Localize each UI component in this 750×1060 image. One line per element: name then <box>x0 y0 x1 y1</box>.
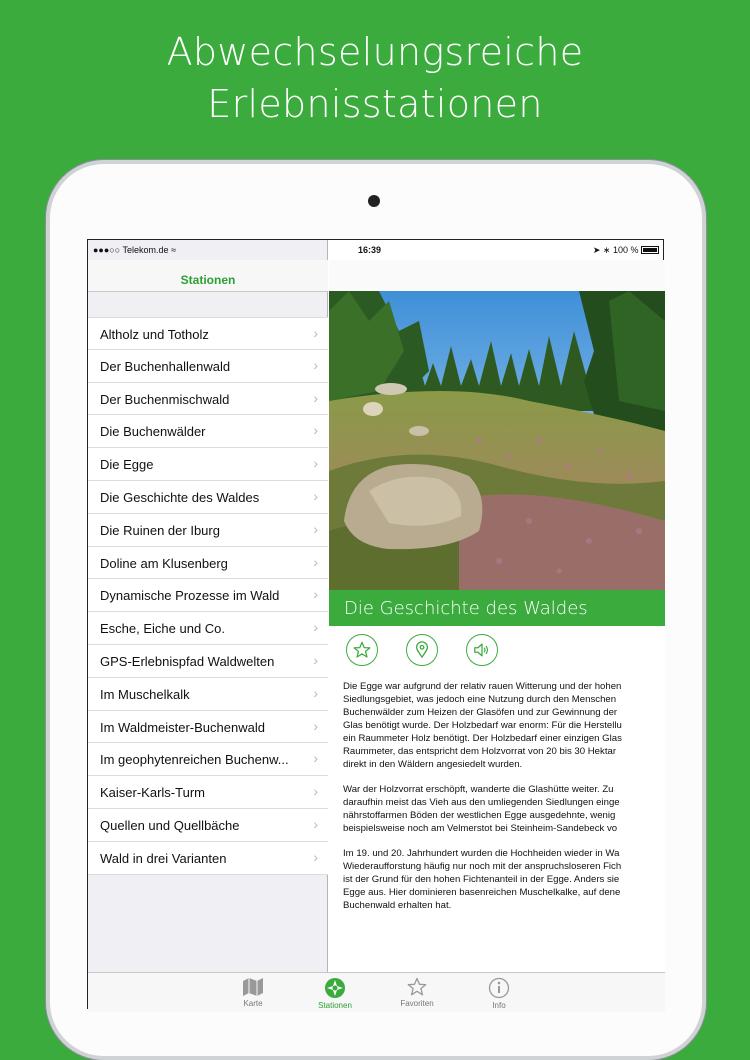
tab-stationen-label: Stationen <box>318 1001 352 1010</box>
chevron-right-icon: › <box>313 651 318 668</box>
station-list-item[interactable] <box>88 317 328 350</box>
station-list-item[interactable] <box>88 350 328 383</box>
detail-nav-bar <box>329 260 665 292</box>
master-pane <box>88 240 328 1010</box>
station-list-item-label: Die Geschichte des Waldes <box>100 489 260 505</box>
station-list-item-label: Wald in drei Varianten <box>100 850 227 866</box>
chevron-right-icon: › <box>313 783 318 800</box>
chevron-right-icon: › <box>313 815 318 832</box>
description-line: War der Holzvorrat erschöpft, wanderte die Glashütte weiter. Zu <box>343 784 614 795</box>
station-list-item-label: Esche, Eiche und Co. <box>100 621 226 637</box>
promo-headline-line1: Abwechselungsreiche <box>166 30 584 74</box>
station-list-item-label: Doline am Klusenberg <box>100 555 228 571</box>
station-list-item[interactable] <box>88 645 328 678</box>
chevron-right-icon: › <box>313 520 318 537</box>
description-line: Raummeter, das entspricht dem Holzvorrat von 20 bis 30 Hektar <box>343 746 617 757</box>
master-title: Stationen <box>180 273 236 287</box>
station-list-item[interactable] <box>88 579 328 612</box>
camera-dot <box>368 195 380 207</box>
description-line: direkt in den Wäldern angesiedelt wurden. <box>343 759 523 770</box>
chevron-right-icon: › <box>313 717 318 734</box>
action-row <box>329 634 665 670</box>
stations-icon <box>324 977 346 999</box>
description-line: daraufhin meist das Vieh aus den umliegenden Siedlungen einge <box>343 797 620 808</box>
chevron-right-icon: › <box>313 455 318 472</box>
bluetooth-icon: ∗ <box>602 245 611 255</box>
station-list-item-label: Kaiser-Karls-Turm <box>100 785 205 801</box>
tab-favoriten-label: Favoriten <box>400 999 434 1008</box>
star-icon <box>353 641 371 659</box>
stations-list <box>88 317 328 875</box>
station-list-item[interactable] <box>88 547 328 580</box>
chevron-right-icon: › <box>313 684 318 701</box>
chevron-right-icon: › <box>313 553 318 570</box>
station-list-item-label: GPS-Erlebnispfad Waldwelten <box>100 653 275 669</box>
ipad-screen <box>87 239 664 1009</box>
tab-info[interactable] <box>469 977 529 1010</box>
description-line: Wiederaufforstung häufig nur noch mit der anspruchsloseren Fich <box>343 861 622 872</box>
station-list-item[interactable] <box>88 383 328 416</box>
chevron-right-icon: › <box>313 750 318 767</box>
description-paragraph-3 <box>343 847 673 912</box>
promo-headline <box>0 26 750 130</box>
chevron-right-icon: › <box>313 848 318 865</box>
station-list-item[interactable] <box>88 743 328 776</box>
favorite-button[interactable] <box>346 634 378 666</box>
promo-headline-line2: Erlebnisstationen <box>207 82 543 126</box>
description-line: Die Egge war aufgrund der relativ rauen Witterung und der hohen <box>343 681 622 692</box>
description-line: Im 19. und 20. Jahrhundert wurden die Hochheiden wieder in Wa <box>343 848 620 859</box>
station-title-bar <box>329 590 665 626</box>
description-line: beispielsweise noch am Velmerstot bei Steinheim-Sandebeck vo <box>343 823 618 834</box>
description-paragraph-1 <box>343 680 673 771</box>
station-list-item-label: Die Egge <box>100 457 154 473</box>
map-pin-icon <box>413 641 431 659</box>
chevron-right-icon: › <box>313 389 318 406</box>
chevron-right-icon: › <box>313 356 318 373</box>
status-time: 16:39 <box>358 245 382 255</box>
info-icon <box>488 977 510 999</box>
description-paragraph-2 <box>343 783 673 835</box>
station-list-item[interactable] <box>88 612 328 645</box>
chevron-right-icon: › <box>313 487 318 504</box>
station-list-item[interactable] <box>88 514 328 547</box>
master-nav-bar <box>88 260 328 292</box>
station-list-item[interactable] <box>88 809 328 842</box>
station-list-item-label: Der Buchenmischwald <box>100 391 230 407</box>
station-list-item-label: Im geophytenreichen Buchenw... <box>100 752 289 768</box>
station-photo <box>329 291 665 590</box>
tab-stationen[interactable] <box>305 977 365 1010</box>
description-line: Buchenwälder zum Heizen der Glasöfen und zur Gewinnung der <box>343 707 618 718</box>
station-list-item-label: Die Buchenwälder <box>100 424 206 440</box>
map-icon <box>242 977 264 997</box>
detail-pane <box>329 260 665 1010</box>
wifi-icon: ≈ <box>171 245 177 255</box>
station-list-item[interactable] <box>88 678 328 711</box>
status-bar <box>88 240 665 260</box>
station-list-item-label: Im Muschelkalk <box>100 686 190 702</box>
location-button[interactable] <box>406 634 438 666</box>
audio-button[interactable] <box>466 634 498 666</box>
station-list-item[interactable] <box>88 448 328 481</box>
station-description <box>343 680 673 924</box>
chevron-right-icon: › <box>313 619 318 636</box>
station-list-item-label: Quellen und Quellbäche <box>100 817 240 833</box>
description-line: Buchenwald erhalten hat. <box>343 900 452 911</box>
chevron-right-icon: › <box>313 422 318 439</box>
location-arrow-icon: ➤ <box>592 245 601 255</box>
station-list-item-label: Der Buchenhallenwald <box>100 358 231 374</box>
description-line: Glas benötigt wurde. Der Holzbedarf war enorm: Für die Herstellu <box>343 720 622 731</box>
status-carrier <box>93 245 176 255</box>
station-list-item-label: Die Ruinen der Iburg <box>100 522 220 538</box>
status-right <box>593 245 659 256</box>
station-list-item[interactable] <box>88 711 328 744</box>
battery-icon <box>641 246 659 254</box>
carrier-text: ●●●○○ Telekom.de <box>93 245 169 255</box>
star-icon <box>406 977 428 997</box>
description-line: ein Raummeter Holz benötigt. Der Holzbedarf einer einzigen Glas <box>343 733 622 744</box>
chevron-right-icon: › <box>313 325 318 341</box>
station-list-item[interactable] <box>88 842 328 875</box>
tab-karte[interactable] <box>223 977 283 1008</box>
station-list-item-label: Dynamische Prozesse im Wald <box>100 588 280 604</box>
chevron-right-icon: › <box>313 586 318 603</box>
tab-favoriten[interactable] <box>387 977 447 1008</box>
description-line: ist der Grund für den hohen Fichtenanteil in der Egge. Anders sie <box>343 874 620 885</box>
tab-bar <box>88 972 665 1012</box>
station-list-item-label: Im Waldmeister-Buchenwald <box>100 719 265 735</box>
station-list-item[interactable] <box>88 776 328 809</box>
station-list-item[interactable] <box>88 481 328 514</box>
description-line: nährstoffarmen Böden der westlichen Egge ausgedehnte, wenig <box>343 810 616 821</box>
station-list-item-label: Altholz und Totholz <box>100 327 209 342</box>
speaker-icon <box>473 641 491 659</box>
battery-percent: 100 % <box>612 245 639 255</box>
tab-karte-label: Karte <box>243 999 263 1008</box>
station-list-item[interactable] <box>88 415 328 448</box>
description-line: Egge aus. Hier dominieren basenreichen Muschelkalke, auf dene <box>343 887 621 898</box>
station-title: Die Geschichte des Waldes <box>344 598 588 619</box>
tab-info-label: Info <box>492 1001 506 1010</box>
description-line: Siedlungsgebiet, was jedoch eine Nutzung durch den Menschen <box>343 694 617 705</box>
